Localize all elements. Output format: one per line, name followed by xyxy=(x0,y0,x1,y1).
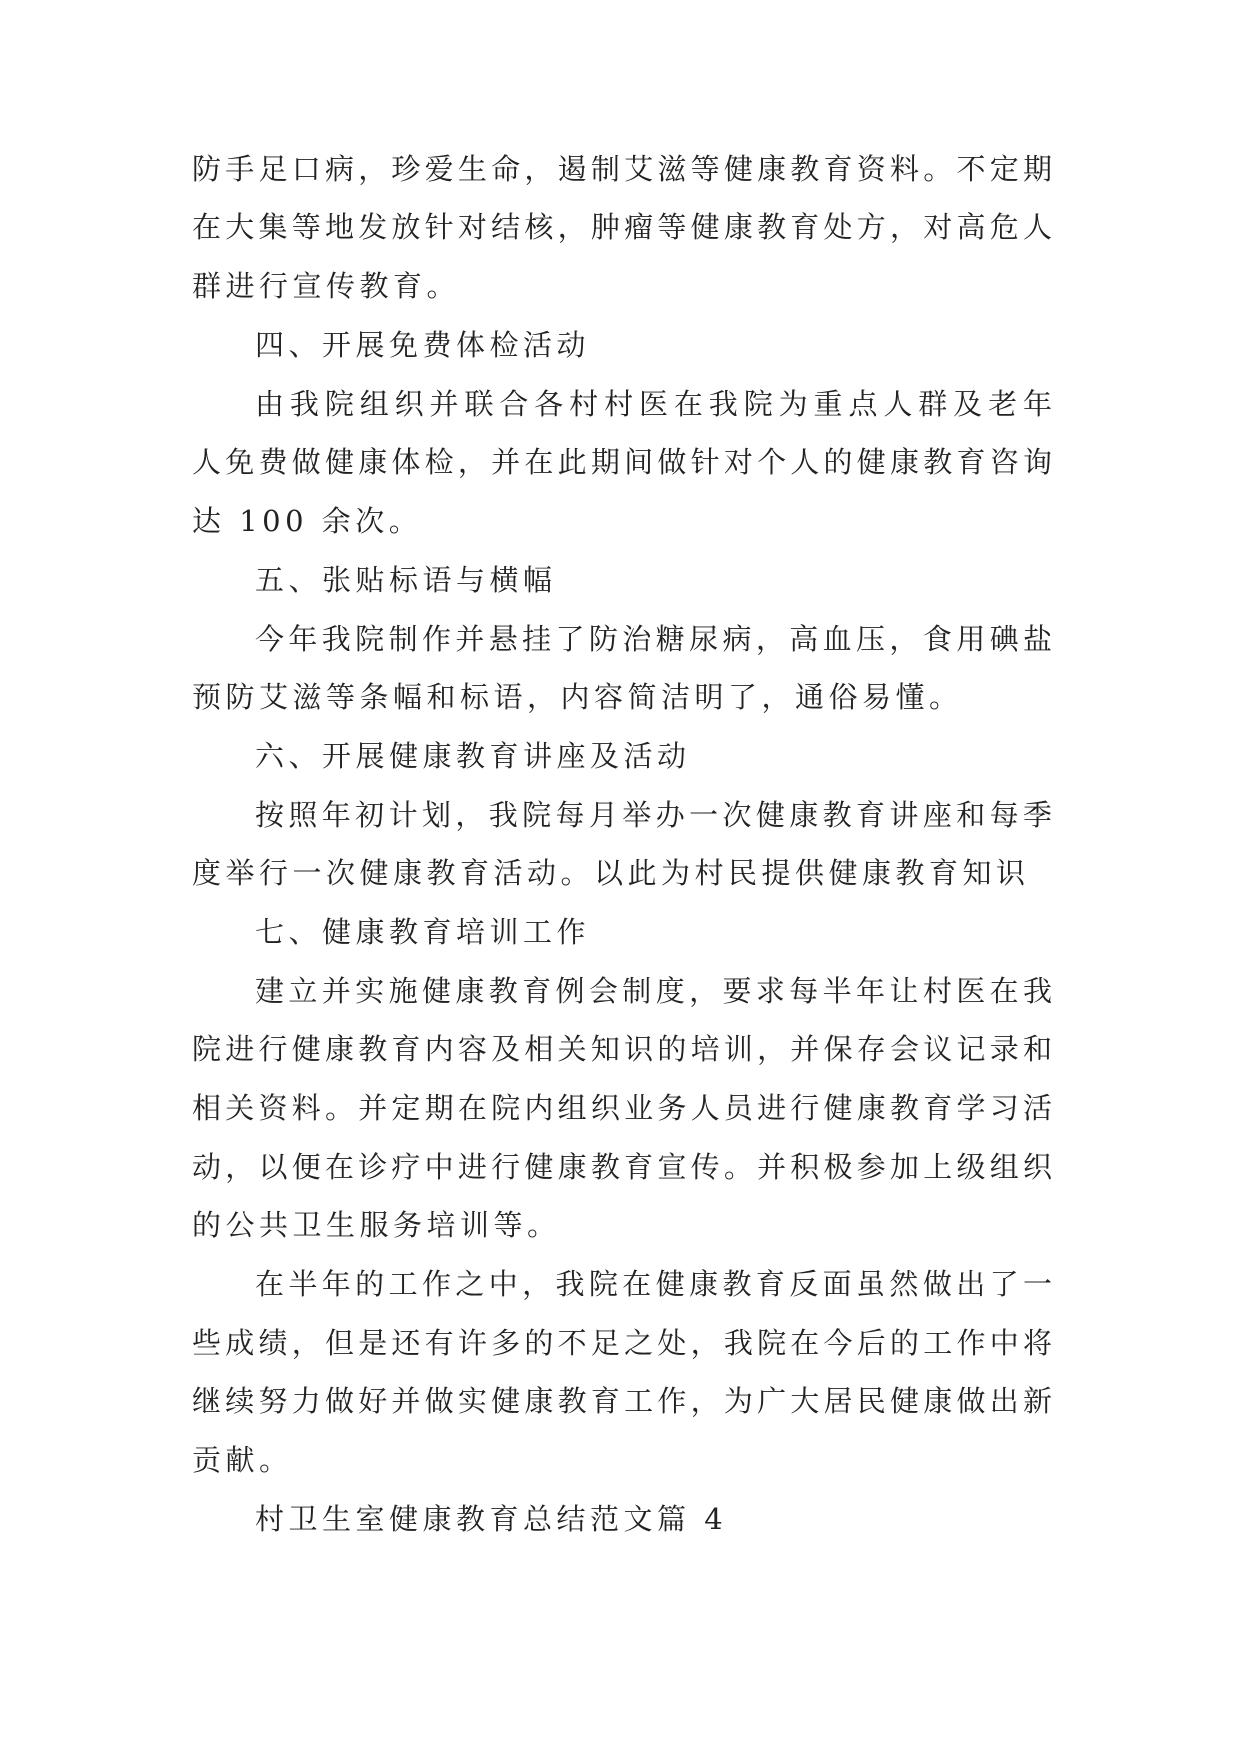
body-text-line: 相关资料。并定期在院内组织业务人员进行健康教育学习活 xyxy=(192,1091,1052,1125)
body-text-line: 继续努力做好并做实健康教育工作，为广大居民健康做出新 xyxy=(192,1384,1052,1418)
body-text-line: 贡献。 xyxy=(192,1443,293,1477)
body-text-line: 在大集等地发放针对结核，肿瘤等健康教育处方，对高危人 xyxy=(192,210,1052,244)
section-heading-5: 五、张贴标语与横幅 xyxy=(255,563,557,597)
body-text-line: 院进行健康教育内容及相关知识的培训，并保存会议记录和 xyxy=(192,1032,1052,1066)
body-text-line: 建立并实施健康教育例会制度，要求每半年让村医在我 xyxy=(255,974,1052,1008)
body-text-line: 按照年初计划，我院每月举办一次健康教育讲座和每季 xyxy=(255,798,1052,832)
section-heading-4: 四、开展免费体检活动 xyxy=(255,328,591,362)
body-text-line: 人免费做健康体检，并在此期间做针对个人的健康教育咨询 xyxy=(192,445,1052,479)
section-heading-7: 七、健康教育培训工作 xyxy=(255,915,591,949)
article-title-next: 村卫生室健康教育总结范文篇 4 xyxy=(255,1502,728,1536)
body-text-line: 预防艾滋等条幅和标语，内容简洁明了，通俗易懂。 xyxy=(192,680,963,714)
body-text-line: 动，以便在诊疗中进行健康教育宣传。并积极参加上级组织 xyxy=(192,1150,1052,1184)
body-text-line: 在半年的工作之中，我院在健康教育反面虽然做出了一 xyxy=(255,1267,1052,1301)
body-text-line: 度举行一次健康教育活动。以此为村民提供健康教育知识 xyxy=(192,856,1030,890)
body-text-line: 防手足口病，珍爱生命，遏制艾滋等健康教育资料。不定期 xyxy=(192,152,1052,186)
body-text-line: 群进行宣传教育。 xyxy=(192,269,461,303)
section-heading-6: 六、开展健康教育讲座及活动 xyxy=(255,739,691,773)
body-text-line: 的公共卫生服务培训等。 xyxy=(192,1208,561,1242)
body-text-line: 达 100 余次。 xyxy=(192,504,423,538)
body-text-line: 由我院组织并联合各村村医在我院为重点人群及老年 xyxy=(255,387,1052,421)
body-text-line: 些成绩，但是还有许多的不足之处，我院在今后的工作中将 xyxy=(192,1326,1052,1360)
body-text-line: 今年我院制作并悬挂了防治糖尿病，高血压，食用碘盐 xyxy=(255,622,1052,656)
